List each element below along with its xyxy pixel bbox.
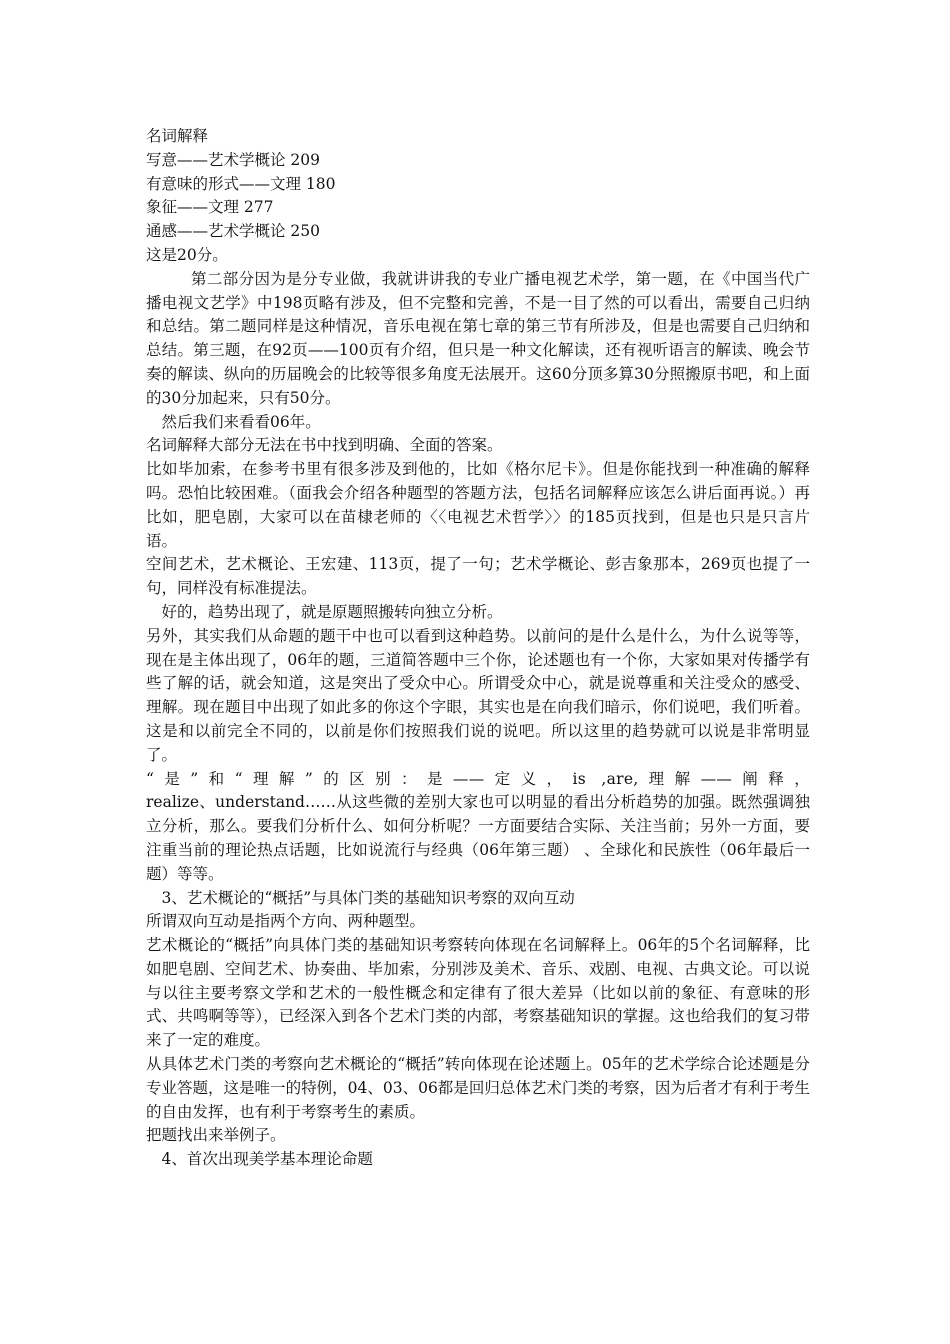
body-paragraph: 空间艺术，艺术概论、王宏建、113页，提了一句；艺术学概论、彭吉象那本，269页也提了一句，同样没有标准提法。 bbox=[146, 555, 810, 598]
section-heading: 名词解释 bbox=[146, 127, 209, 145]
term-entry: 通感——艺术学概论 250 bbox=[146, 222, 321, 241]
body-paragraph: realize、understand……从这些微的差别大家也可以明显的看出分析趋势的加强。既然强调独立分析，那么。要我们分析什么、如何分析呢？一方面要结合实际、关注当前；另外一方面，要注重当前的理论热点话题，比如说流行与经典（06年第三题） 、全球化和民族性（06年最后一题）等等。 bbox=[146, 793, 810, 883]
document-body bbox=[146, 125, 810, 1172]
body-paragraph: “是”和“理解”的区别：是——定义，is ,are,理解——阐释， bbox=[146, 769, 810, 788]
section-heading: 3、艺术概论的“概括”与具体门类的基础知识考察的双向互动 bbox=[161, 888, 575, 907]
term-entry: 有意味的形式——文理 180 bbox=[146, 174, 336, 193]
term-entry: 写意——艺术学概论 209 bbox=[146, 150, 321, 169]
body-paragraph: 从具体艺术门类的考察向艺术概论的“概括”转向体现在论述题上。05年的艺术学综合论述题是分专业答题，这是唯一的特例，04、03、06都是回归总体艺术门类的考察，因为后者才有利于考生的自由发挥，也有利于考察考生的素质。 bbox=[146, 1055, 810, 1121]
body-paragraph: 名词解释大部分无法在书中找到明确、全面的答案。 bbox=[146, 436, 503, 455]
body-paragraph: 比如毕加索，在参考书里有很多涉及到他的，比如《格尔尼卡》。但是你能找到一种准确的解释吗。恐怕比较困难。（面我会介绍各种题型的答题方法，包括名词解释应该怎么讲后面再说。）再比如，肥皂剧，大家可以在苗棣老师的〈〈电视艺术哲学〉〉的185页找到，但是也只是只言片语。 bbox=[146, 460, 810, 550]
body-paragraph: 艺术概论的“概括”向具体门类的基础知识考察转向体现在名词解释上。06年的5个名词解释，比如肥皂剧、空间艺术、协奏曲、毕加索，分别涉及美术、音乐、戏剧、电视、古典文论。可以说与以往主要考察文学和艺术的一般性概念和定律有了很大差异（比如以前的象征、有意味的形式、共鸣啊等等），已经深入到各个艺术门类的内部，考察基础知识的掌握。这也给我们的复习带来了一定的难度。 bbox=[146, 936, 810, 1050]
body-paragraph: 好的，趋势出现了，就是原题照搬转向独立分析。 bbox=[161, 602, 503, 621]
body-paragraph: 另外，其实我们从命题的题干中也可以看到这种趋势。以前问的是什么是什么，为什么说等等，现在是主体出现了，06年的题，三道简答题中三个你，论述题也有一个你，大家如果对传播学有些了解的话，就会知道，这是突出了受众中心。所谓受众中心，就是说尊重和关注受众的感受、理解。现在题目中出现了如此多的你这个字眼，其实也是在向我们暗示，你们说吧，我们听着。这是和以前完全不同的，以前是你们按照我们说的说吧。所以这里的趋势就可以说是非常明显了。 bbox=[146, 626, 810, 764]
body-paragraph: 把题找出来举例子。 bbox=[146, 1126, 286, 1145]
section-heading: 4、首次出现美学基本理论命题 bbox=[161, 1150, 373, 1169]
term-entry: 象征——文理 277 bbox=[146, 198, 274, 217]
body-paragraph: 这是20分。 bbox=[146, 245, 228, 264]
body-paragraph: 然后我们来看看06年。 bbox=[161, 412, 321, 431]
body-paragraph: 所谓双向互动是指两个方向、两种题型。 bbox=[146, 912, 426, 931]
body-paragraph: 第二部分因为是分专业做，我就讲讲我的专业广播电视艺术学，第一题，在《中国当代广播电视文艺学》中198页略有涉及，但不完整和完善，不是一目了然的可以看出，需要自己归纳和总结。第二题同样是这种情况，音乐电视在第七章的第三节有所涉及，但是也需要自己归纳和总结。第三题，在92页——100页有介绍，但只是一种文化解读，还有视听语言的解读、晚会节奏的解读、纵向的历届晚会的比较等很多角度无法展开。这60分顶多算30分照搬原书吧，和上面的30分加起来，只有50分。 bbox=[146, 269, 810, 407]
